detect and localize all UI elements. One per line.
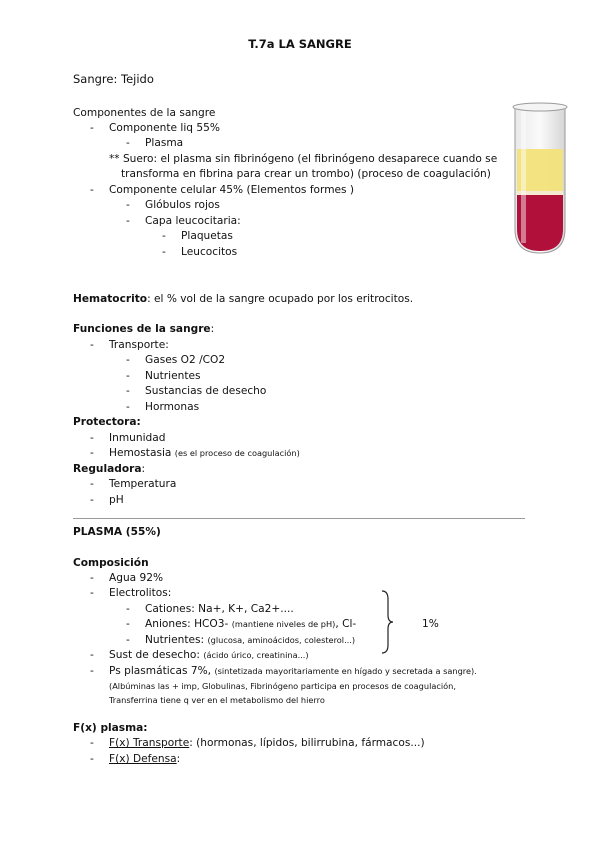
bullet: - [90, 432, 94, 444]
bullet: - [90, 587, 94, 599]
plasma-heading: PLASMA (55%) [73, 526, 161, 538]
hemostasia-line [109, 447, 300, 459]
fx-defensa-label: F(x) Defensa [109, 753, 177, 765]
desecho-note: (ácido úrico, creatinina...) [203, 650, 309, 660]
bullet: - [90, 184, 94, 196]
nutrientes-line [145, 634, 355, 646]
list-item: Hormonas [145, 401, 200, 413]
nutrientes-note: (glucosa, aminoácidos, colesterol...) [207, 635, 356, 645]
bullet: - [90, 122, 94, 134]
bullet: - [90, 572, 94, 584]
fx-plasma-heading: F(x) plasma: [73, 722, 148, 734]
bullet: - [126, 199, 130, 211]
fx-defensa-line [109, 753, 180, 765]
ps-note: (sintetizada mayoritariamente en hígado y secretada a sangre). [214, 666, 477, 676]
funciones-heading-line [73, 323, 214, 335]
fx-transporte-line [109, 737, 425, 749]
protectora-heading: Protectora: [73, 416, 141, 428]
fx-transporte-rest: : (hormonas, lípidos, bilirrubina, fármacos...) [189, 737, 425, 749]
transporte: Transporte: [109, 339, 169, 351]
ps-detail-2: Transferrina tiene q ver en el metabolismo del hierro [109, 695, 325, 705]
reguladora-heading: Reguladora [73, 463, 142, 475]
electrolitos: Electrolitos: [109, 587, 172, 599]
plaquetas: Plaquetas [181, 230, 233, 242]
suero-line-2: transforma en fibrina para crear un trombo) (proceso de coagulación) [121, 168, 491, 180]
bullet: - [90, 494, 94, 506]
agua: Agua 92% [109, 572, 164, 584]
divider [73, 518, 525, 519]
bullet: - [90, 753, 94, 765]
desecho: Sust de desecho: [109, 649, 200, 661]
bullet: - [126, 137, 130, 149]
bullet: - [126, 370, 130, 382]
test-tube-illustration [505, 101, 575, 256]
fx-transporte-label: F(x) Transporte [109, 737, 190, 749]
list-item: Nutrientes [145, 370, 201, 382]
bullet: - [126, 401, 130, 413]
list-item: Temperatura [109, 478, 177, 490]
aniones: Aniones: HCO3- [145, 618, 229, 630]
componente-liq: Componente liq 55% [109, 122, 220, 134]
bullet: - [126, 618, 130, 630]
bullet: - [90, 649, 94, 661]
ps-detail-1: (Albúminas las + imp, Globulinas, Fibrinógeno participa en procesos de coagulación, [109, 681, 456, 691]
bullet: - [90, 478, 94, 490]
aniones-line [145, 618, 356, 630]
ps: Ps plasmáticas 7%, [109, 665, 212, 677]
globulos-rojos: Glóbulos rojos [145, 199, 220, 211]
hemostasia: Hemostasia [109, 447, 172, 459]
list-item: pH [109, 494, 124, 506]
capa-leucocitaria: Capa leucocitaria: [145, 215, 241, 227]
funciones-colon: : [210, 323, 215, 335]
bullet: - [126, 385, 130, 397]
aniones-note: (mantiene niveles de pH) [231, 619, 336, 629]
inmunidad: Inmunidad [109, 432, 166, 444]
hematocrito-line [73, 293, 413, 305]
bullet: - [126, 354, 130, 366]
reguladora-colon: : [141, 463, 146, 475]
reguladora-heading-line [73, 463, 145, 475]
brace-icon [380, 589, 394, 655]
componente-celular: Componente celular 45% (Elementos formes ) [109, 184, 355, 196]
desecho-line [109, 649, 309, 661]
componentes-heading: Componentes de la sangre [73, 107, 216, 119]
hematocrito-term: Hematocrito [73, 293, 148, 305]
page-title: T.7a LA SANGRE [248, 37, 352, 51]
plasma-item: Plasma [145, 137, 184, 149]
hematocrito-definition: : el % vol de la sangre ocupado por los eritrocitos. [147, 293, 414, 305]
aniones-tail: , Cl- [335, 618, 357, 630]
ps-line [109, 665, 477, 677]
nutrientes: Nutrientes: [145, 634, 205, 646]
bullet: - [162, 230, 166, 242]
bullet: - [126, 603, 130, 615]
leucocitos: Leucocitos [181, 246, 238, 258]
bullet: - [126, 215, 130, 227]
bullet: - [90, 737, 94, 749]
composicion-heading: Composición [73, 557, 149, 569]
bullet: - [126, 634, 130, 646]
bullet: - [90, 339, 94, 351]
hemostasia-note: (es el proceso de coagulación) [174, 448, 300, 458]
suero-line-1: ** Suero: el plasma sin fibrinógeno (el fibrinógeno desaparece cuando se [109, 153, 498, 165]
list-item: Gases O2 /CO2 [145, 354, 226, 366]
bullet: - [90, 447, 94, 459]
bullet: - [162, 246, 166, 258]
sangre-tejido: Sangre: Tejido [73, 72, 154, 86]
bullet: - [90, 665, 94, 677]
brace-value: 1% [422, 618, 439, 630]
list-item: Sustancias de desecho [145, 385, 267, 397]
fx-defensa-rest: : [176, 753, 181, 765]
cationes: Cationes: Na+, K+, Ca2+.... [145, 603, 294, 615]
funciones-heading: Funciones de la sangre [73, 323, 211, 335]
